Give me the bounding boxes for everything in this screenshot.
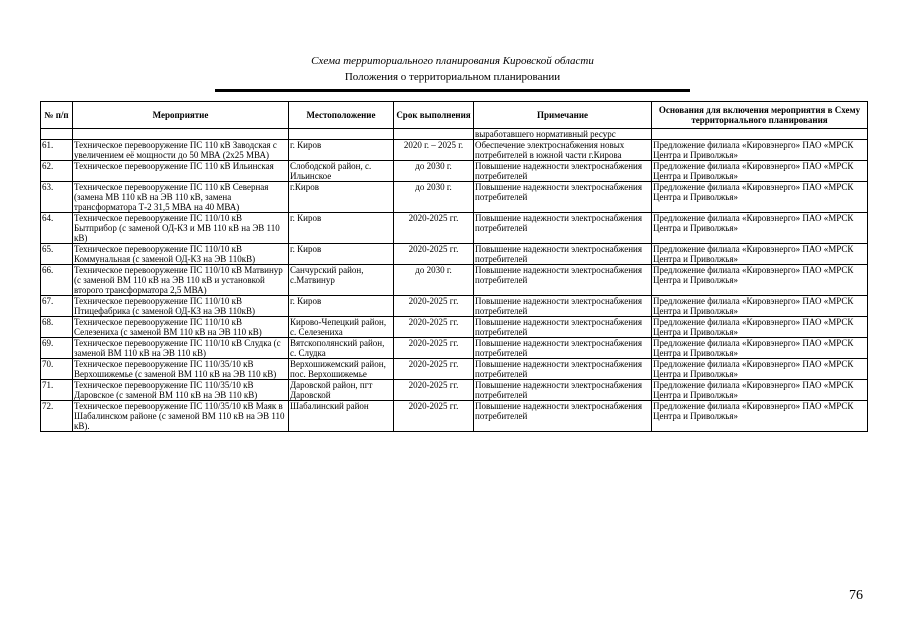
- row-period: 2020 г. – 2025 г.: [394, 140, 474, 161]
- row-basis: Предложение филиала «Кировэнерго» ПАО «МРСК Центра и Приволжья»: [652, 317, 868, 338]
- row-event: Техническое перевооружение ПС 110/10 кВ Матвинур (с заменой ВМ 110 кВ на ЭВ 110 кВ и установкой второго трансформатора 2,5 МВА): [73, 265, 289, 296]
- row-note: Повышение надежности электроснабжения потребителей: [474, 182, 652, 213]
- row-number: 68.: [41, 317, 73, 338]
- row-note: Обеспечение электроснабжения новых потребителей в южной части г.Кирова: [474, 140, 652, 161]
- table-header-row: [41, 102, 868, 129]
- row-location: г. Киров: [289, 140, 394, 161]
- document-subtitle: Положения о территориальном планировании: [344, 71, 561, 83]
- table-row: [41, 182, 868, 213]
- row-basis: Предложение филиала «Кировэнерго» ПАО «МРСК Центра и Приволжья»: [652, 296, 868, 317]
- row-location: г. Киров: [289, 213, 394, 244]
- table-row: [41, 213, 868, 244]
- row-event: Техническое перевооружение ПС 110/35/10 кВ Верхошижемье (с заменой ВМ 110 кВ на ЭВ 110 кВ): [73, 359, 289, 380]
- col-header-event: Мероприятие: [73, 102, 289, 129]
- row-period: 2020-2025 гг.: [394, 296, 474, 317]
- row-location: Санчурский район, с.Матвинур: [289, 265, 394, 296]
- row-location: Верхошижемский район, пос. Верхошижемье: [289, 359, 394, 380]
- row-period: 2020-2025 гг.: [394, 317, 474, 338]
- row-event: Техническое перевооружение ПС 110/10 кВ Коммунальная (с заменой ОД-КЗ на ЭВ 110кВ): [73, 244, 289, 265]
- row-number: 63.: [41, 182, 73, 213]
- row-number: 65.: [41, 244, 73, 265]
- row-location: г. Киров: [289, 244, 394, 265]
- row-note: Повышение надежности электроснабжения потребителей: [474, 380, 652, 401]
- row-note: Повышение надежности электроснабжения потребителей: [474, 265, 652, 296]
- row-note: Повышение надежности электроснабжения потребителей: [474, 296, 652, 317]
- continuation-row: [41, 129, 868, 140]
- row-location: Слободской район, с. Ильинское: [289, 161, 394, 182]
- measures-table: [40, 101, 868, 432]
- row-basis: Предложение филиала «Кировэнерго» ПАО «МРСК Центра и Приволжья»: [652, 213, 868, 244]
- row-note: Повышение надежности электроснабжения потребителей: [474, 338, 652, 359]
- row-note: Повышение надежности электроснабжения потребителей: [474, 161, 652, 182]
- row-basis: Предложение филиала «Кировэнерго» ПАО «МРСК Центра и Приволжья»: [652, 182, 868, 213]
- table-row: [41, 265, 868, 296]
- row-basis: Предложение филиала «Кировэнерго» ПАО «МРСК Центра и Приволжья»: [652, 161, 868, 182]
- table-row: [41, 140, 868, 161]
- row-period: 2020-2025 гг.: [394, 380, 474, 401]
- col-header-basis: Основания для включения мероприятия в Схему территориального планирования: [652, 102, 868, 129]
- row-event: Техническое перевооружение ПС 110/10 кВ Селезениха (с заменой ВМ 110 кВ на ЭВ 110 кВ): [73, 317, 289, 338]
- row-basis: Предложение филиала «Кировэнерго» ПАО «МРСК Центра и Приволжья»: [652, 359, 868, 380]
- header-rule: [215, 89, 690, 92]
- row-location: г. Киров: [289, 296, 394, 317]
- row-event: Техническое перевооружение ПС 110/10 кВ Бытприбор (с заменой ОД-КЗ и МВ 110 кВ на ЭВ 110 кВ): [73, 213, 289, 244]
- row-event: Техническое перевооружение ПС 110 кВ Заводская с увеличением её мощности до 50 МВА (2х25 МВА): [73, 140, 289, 161]
- row-event: Техническое перевооружение ПС 110 кВ Ильинская: [73, 161, 289, 182]
- row-event: Техническое перевооружение ПС 110/10 кВ Слудка (с заменой ВМ 110 кВ на ЭВ 110 кВ): [73, 338, 289, 359]
- table-row: [41, 244, 868, 265]
- row-number: 64.: [41, 213, 73, 244]
- row-number: 67.: [41, 296, 73, 317]
- row-number: 69.: [41, 338, 73, 359]
- row-period: 2020-2025 гг.: [394, 338, 474, 359]
- row-location: Даровской район, пгт Даровской: [289, 380, 394, 401]
- row-event: Техническое перевооружение ПС 110/35/10 кВ Даровское (с заменой ВМ 110 кВ на ЭВ 110 кВ): [73, 380, 289, 401]
- continuation-note: выработавшего нормативный ресурс: [474, 129, 652, 140]
- row-number: 62.: [41, 161, 73, 182]
- row-basis: Предложение филиала «Кировэнерго» ПАО «МРСК Центра и Приволжья»: [652, 140, 868, 161]
- row-basis: Предложение филиала «Кировэнерго» ПАО «МРСК Центра и Приволжья»: [652, 338, 868, 359]
- row-number: 70.: [41, 359, 73, 380]
- row-period: до 2030 г.: [394, 265, 474, 296]
- row-basis: Предложение филиала «Кировэнерго» ПАО «МРСК Центра и Приволжья»: [652, 401, 868, 432]
- col-header-location: Местоположение: [289, 102, 394, 129]
- col-header-number: № п/п: [41, 102, 73, 129]
- row-event: Техническое перевооружение ПС 110/10 кВ Птицефабрика (с заменой ОД-КЗ на ЭВ 110кВ): [73, 296, 289, 317]
- row-note: Повышение надежности электроснабжения потребителей: [474, 213, 652, 244]
- table-row: [41, 296, 868, 317]
- row-location: Вятскополянский район, с. Слудка: [289, 338, 394, 359]
- row-period: 2020-2025 гг.: [394, 359, 474, 380]
- table-row: [41, 401, 868, 432]
- row-note: Повышение надежности электроснабжения потребителей: [474, 244, 652, 265]
- row-note: Повышение надежности электроснабжения потребителей: [474, 359, 652, 380]
- table-row: [41, 359, 868, 380]
- row-number: 71.: [41, 380, 73, 401]
- row-location: г.Киров: [289, 182, 394, 213]
- table-row: [41, 380, 868, 401]
- row-number: 66.: [41, 265, 73, 296]
- row-location: Кирово-Чепецкий район, с. Селезениха: [289, 317, 394, 338]
- table-row: [41, 338, 868, 359]
- row-period: 2020-2025 гг.: [394, 401, 474, 432]
- row-basis: Предложение филиала «Кировэнерго» ПАО «МРСК Центра и Приволжья»: [652, 380, 868, 401]
- row-basis: Предложение филиала «Кировэнерго» ПАО «МРСК Центра и Приволжья»: [652, 244, 868, 265]
- row-note: Повышение надежности электроснабжения потребителей: [474, 401, 652, 432]
- row-location: Шабалинский район: [289, 401, 394, 432]
- row-event: Техническое перевооружение ПС 110 кВ Северная (замена МВ 110 кВ на ЭВ 110 кВ, замена трансформатора Т-2 31,5 МВА на 40 МВА): [73, 182, 289, 213]
- row-period: до 2030 г.: [394, 161, 474, 182]
- row-note: Повышение надежности электроснабжения потребителей: [474, 317, 652, 338]
- row-number: 72.: [41, 401, 73, 432]
- col-header-period: Срок выполнения: [394, 102, 474, 129]
- table-row: [41, 161, 868, 182]
- row-period: 2020-2025 гг.: [394, 244, 474, 265]
- table-row: [41, 317, 868, 338]
- page-number: 76: [849, 588, 863, 603]
- col-header-note: Примечание: [474, 102, 652, 129]
- row-period: до 2030 г.: [394, 182, 474, 213]
- row-basis: Предложение филиала «Кировэнерго» ПАО «МРСК Центра и Приволжья»: [652, 265, 868, 296]
- document-title: Схема территориального планирования Кировской области: [311, 55, 594, 67]
- row-period: 2020-2025 гг.: [394, 213, 474, 244]
- row-event: Техническое перевооружение ПС 110/35/10 кВ Маяк в Шабалинском районе (с заменой ВМ 110 кВ на ЭВ 110 кВ).: [73, 401, 289, 432]
- row-number: 61.: [41, 140, 73, 161]
